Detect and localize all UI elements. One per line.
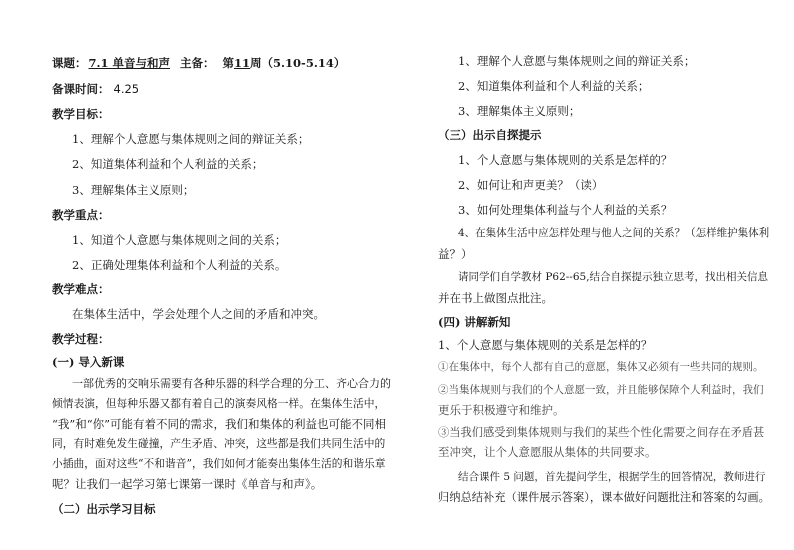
key-point-1: 1、知道个人意愿与集体规则之间的关系；	[72, 233, 287, 247]
goal-item-2: 2、知道集体利益和个人利益的关系；	[72, 157, 264, 171]
prep-time-value: 4.25	[113, 82, 140, 96]
right-goal-item-1: 1、理解个人意愿与集体规则之间的辩证关系；	[458, 54, 696, 68]
week-number: 11	[234, 56, 251, 70]
point-3-line-2: 至冲突，让个人意愿服从集体的共同要求。	[438, 445, 657, 459]
point-2-line-1: ②当集体规则与我们的个人意愿一致，并且能够保障个人利益时，我们	[438, 384, 764, 396]
prompt-1: 1、个人意愿与集体规则的关系是怎样的？	[458, 153, 673, 167]
point-3-line-1: ③当我们感受到集体规则与我们的某些个性化需要之间存在矛盾甚	[438, 426, 765, 439]
right-goal-item-2: 2、知道集体利益和个人利益的关系；	[458, 79, 650, 93]
self-study-line-2: 并在书上做图点批注。	[438, 291, 553, 305]
section-4-heading: (四) 讲解新知	[438, 315, 511, 329]
prompt-3: 3、如何处理集体利益与个人利益的关系？	[458, 203, 673, 217]
lesson-title-line	[52, 56, 345, 71]
goals-heading: 教学目标：	[52, 107, 110, 121]
week-label: 第	[222, 56, 235, 70]
intro-line-2: 倾情表演，但每种乐器又都有着自己的演奏风格一样。在集体生活中，	[52, 397, 386, 410]
key-points-heading: 教学重点：	[52, 208, 110, 222]
prep-time-label: 备课时间：	[52, 82, 110, 96]
difficulty-text: 在集体生活中，学会处理个人之间的矛盾和冲突。	[72, 307, 325, 321]
prompt-4-line-2: 益？）	[438, 247, 473, 261]
lesson-topic: 7.1 单音与和声	[88, 56, 171, 70]
prompt-4-line-1: 4、在集体生活中应怎样处理与他人之间的关系？（怎样维护集体利	[458, 227, 770, 239]
intro-line-3: “我”和“你”可能有着不同的需求，我们和集体的利益也可能不同相	[52, 417, 387, 431]
intro-line-5: 小插曲，面对这些“不和谐音”，我们如何才能奏出集体生活的和谐乐章	[52, 457, 386, 470]
difficulty-heading: 教学难点：	[52, 282, 110, 296]
intro-line-4: 同，有时难免发生碰撞，产生矛盾、冲突，这些都是我们共同生活中的	[52, 437, 386, 450]
prompt-2: 2、如何让和声更美？（读）	[458, 178, 604, 192]
process-heading: 教学过程：	[52, 332, 110, 346]
host-label: 主备：	[180, 56, 215, 70]
week-range: 周（5.10-5.14）	[250, 56, 346, 70]
point-1: ①在集体中，每个人都有自己的意愿，集体又必须有一些共同的规则。	[438, 361, 764, 373]
question-1: 1、个人意愿与集体规则的关系是怎样的？	[438, 338, 653, 352]
key-point-2: 2、正确处理集体利益和个人利益的关系。	[72, 258, 287, 272]
goal-item-1: 1、理解个人意愿与集体规则之间的辩证关系；	[72, 132, 310, 146]
point-2-line-2: 更乐于积极遵守和维护。	[438, 403, 565, 417]
intro-line-1: 一部优秀的交响乐需要有各种乐器的科学合理的分工、齐心合力的	[72, 377, 391, 390]
lesson-title-label: 课题：	[52, 56, 87, 70]
prep-time-line	[52, 82, 139, 97]
section-2-heading: （二）出示学习目标	[52, 502, 156, 516]
section-1-heading: (一) 导入新课	[52, 355, 125, 369]
intro-line-6: 呢？让我们一起学习第七课第一课时《单音与和声》。	[52, 477, 323, 491]
section-3-heading: （三）出示自探提示	[438, 128, 542, 142]
summary-line-1: 结合课件 5 问题，首先提问学生，根据学生的回答情况，教师进行	[458, 471, 766, 483]
right-goal-item-3: 3、理解集体主义原则；	[458, 104, 581, 118]
goal-item-3: 3、理解集体主义原则；	[72, 183, 195, 197]
self-study-line-1: 请同学们自学教材 P62--65,结合自探提示独立思考，找出相关信息	[458, 271, 769, 283]
summary-line-2: 归纳总结补充（课件展示答案），课本做好问题批注和答案的勾画。	[438, 491, 770, 504]
